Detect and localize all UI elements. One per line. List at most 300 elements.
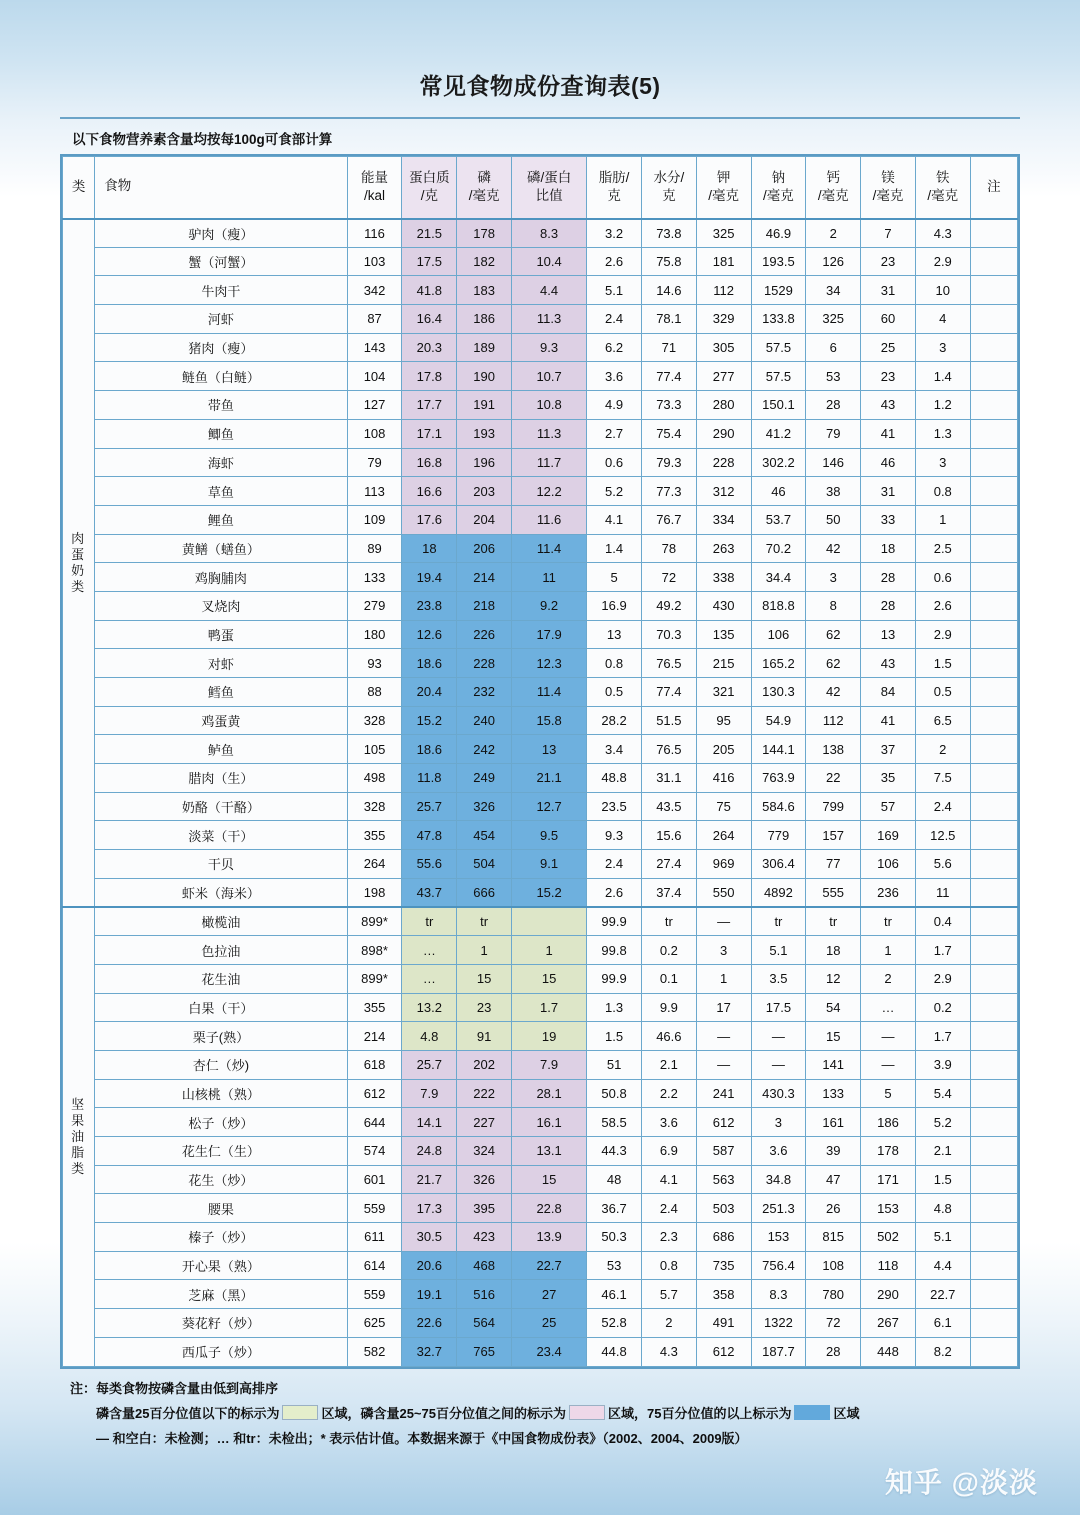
- table-row: [63, 1137, 1018, 1166]
- cell-na: 3.5: [751, 964, 806, 993]
- legend-high-text: 区域，75百分位值的以上标示为: [607, 1405, 792, 1421]
- cell-mg: 43: [861, 649, 916, 678]
- food-name: 芝麻（黑）: [95, 1280, 347, 1309]
- cell-ca: 28: [806, 1337, 861, 1366]
- cell-protein: 41.8: [402, 276, 457, 305]
- cell-na: 130.3: [751, 678, 806, 707]
- cell-k: 312: [696, 477, 751, 506]
- cell-fe: 1: [915, 505, 970, 534]
- food-name: 鸭蛋: [95, 620, 347, 649]
- cell-energy: 644: [347, 1108, 402, 1137]
- cell-water: 72: [641, 563, 696, 592]
- col-header-phos: 磷 /毫克: [457, 157, 512, 219]
- cell-ca: 815: [806, 1223, 861, 1252]
- cell-water: 73.3: [641, 391, 696, 420]
- cell-fe: 2.6: [915, 591, 970, 620]
- cell-note: [970, 505, 1017, 534]
- legend-low-text: 磷含量25百分位值以下的标示为: [96, 1405, 280, 1421]
- cell-fat: 50.8: [587, 1079, 642, 1108]
- cell-k: 491: [696, 1309, 751, 1338]
- cell-note: [970, 878, 1017, 907]
- food-name: 西瓜子（炒）: [95, 1337, 347, 1366]
- cell-fe: 5.1: [915, 1223, 970, 1252]
- col-header-water: 水分/ 克: [641, 157, 696, 219]
- cell-mg: 171: [861, 1165, 916, 1194]
- food-name: 开心果（熟）: [95, 1251, 347, 1280]
- subtitle-note: 以下食物营养素含量均按每100g可食部计算: [72, 132, 333, 147]
- cell-phos: 326: [457, 1165, 512, 1194]
- table-body: [63, 219, 1018, 1367]
- cell-fat: 2.4: [587, 850, 642, 879]
- title-divider: [60, 117, 1020, 119]
- cell-fat: 1.5: [587, 1022, 642, 1051]
- cell-water: 4.3: [641, 1337, 696, 1366]
- cell-mg: 169: [861, 821, 916, 850]
- cell-ca: 2: [806, 219, 861, 248]
- cell-pp: 9.2: [512, 591, 587, 620]
- food-name: 葵花籽（炒）: [95, 1309, 347, 1338]
- cell-protein: 17.1: [402, 419, 457, 448]
- food-name: 奶酪（干酪）: [95, 792, 347, 821]
- col-header-k: 钾 /毫克: [696, 157, 751, 219]
- cell-mg: —: [861, 1022, 916, 1051]
- cell-fe: 8.2: [915, 1337, 970, 1366]
- cell-fat: 2.6: [587, 247, 642, 276]
- cell-mg: 186: [861, 1108, 916, 1137]
- table-row: [63, 247, 1018, 276]
- cell-protein: 4.8: [402, 1022, 457, 1051]
- cell-protein: …: [402, 964, 457, 993]
- cell-phos: 564: [457, 1309, 512, 1338]
- cell-na: 165.2: [751, 649, 806, 678]
- cell-ca: 141: [806, 1050, 861, 1079]
- cell-water: 0.8: [641, 1251, 696, 1280]
- cell-note: [970, 563, 1017, 592]
- cell-phos: 182: [457, 247, 512, 276]
- cell-k: 735: [696, 1251, 751, 1280]
- cell-note: [970, 219, 1017, 248]
- cell-fat: 48: [587, 1165, 642, 1194]
- cell-energy: 559: [347, 1280, 402, 1309]
- cell-ca: 112: [806, 706, 861, 735]
- cell-mg: 57: [861, 792, 916, 821]
- cell-phos: 249: [457, 764, 512, 793]
- cell-na: 430.3: [751, 1079, 806, 1108]
- cell-water: 76.7: [641, 505, 696, 534]
- cell-phos: 240: [457, 706, 512, 735]
- food-name: 带鱼: [95, 391, 347, 420]
- legend-low-swatch: [282, 1405, 318, 1420]
- food-name: 对虾: [95, 649, 347, 678]
- cell-phos: 324: [457, 1137, 512, 1166]
- cell-water: 37.4: [641, 878, 696, 907]
- cell-protein: 15.2: [402, 706, 457, 735]
- cell-pp: 1: [512, 936, 587, 965]
- cell-fe: 2.5: [915, 534, 970, 563]
- food-name: 白果（干）: [95, 993, 347, 1022]
- cell-fe: 0.4: [915, 907, 970, 936]
- cell-pp: 15: [512, 1165, 587, 1194]
- cell-fat: 13: [587, 620, 642, 649]
- cell-water: 9.9: [641, 993, 696, 1022]
- cell-water: 6.9: [641, 1137, 696, 1166]
- cell-ca: 62: [806, 620, 861, 649]
- cell-phos: 202: [457, 1050, 512, 1079]
- cell-note: [970, 706, 1017, 735]
- cell-fat: 3.6: [587, 362, 642, 391]
- cell-pp: 13: [512, 735, 587, 764]
- cell-note: [970, 735, 1017, 764]
- cell-phos: tr: [457, 907, 512, 936]
- cell-fe: 0.2: [915, 993, 970, 1022]
- cell-energy: 93: [347, 649, 402, 678]
- food-name: 腰果: [95, 1194, 347, 1223]
- food-name: 杏仁（炒): [95, 1050, 347, 1079]
- cell-energy: 559: [347, 1194, 402, 1223]
- cell-k: 263: [696, 534, 751, 563]
- cell-phos: 191: [457, 391, 512, 420]
- cell-note: [970, 1223, 1017, 1252]
- cell-pp: 4.4: [512, 276, 587, 305]
- cell-note: [970, 305, 1017, 334]
- cell-protein: 20.6: [402, 1251, 457, 1280]
- cell-phos: 91: [457, 1022, 512, 1051]
- cell-note: [970, 1108, 1017, 1137]
- legend-region-text: 区域: [833, 1405, 860, 1421]
- cell-mg: 267: [861, 1309, 916, 1338]
- cell-fat: 53: [587, 1251, 642, 1280]
- cell-energy: 612: [347, 1079, 402, 1108]
- cell-energy: 611: [347, 1223, 402, 1252]
- table-row: [63, 591, 1018, 620]
- cell-phos: 395: [457, 1194, 512, 1223]
- cell-mg: tr: [861, 907, 916, 936]
- food-name: 鳕鱼: [95, 678, 347, 707]
- cell-fat: 44.8: [587, 1337, 642, 1366]
- cell-ca: 39: [806, 1137, 861, 1166]
- cell-fat: 5.1: [587, 276, 642, 305]
- cell-na: tr: [751, 907, 806, 936]
- cell-note: [970, 1194, 1017, 1223]
- cell-na: 53.7: [751, 505, 806, 534]
- cell-water: 31.1: [641, 764, 696, 793]
- cell-mg: 60: [861, 305, 916, 334]
- cell-energy: 88: [347, 678, 402, 707]
- cell-k: 321: [696, 678, 751, 707]
- cell-water: 0.1: [641, 964, 696, 993]
- cell-na: 34.8: [751, 1165, 806, 1194]
- cell-ca: tr: [806, 907, 861, 936]
- cell-fat: 99.8: [587, 936, 642, 965]
- cell-protein: tr: [402, 907, 457, 936]
- cell-k: 969: [696, 850, 751, 879]
- category-label: 肉 蛋 奶 类: [63, 219, 95, 908]
- cell-pp: 16.1: [512, 1108, 587, 1137]
- cell-k: 612: [696, 1337, 751, 1366]
- cell-fe: 0.6: [915, 563, 970, 592]
- cell-energy: 108: [347, 419, 402, 448]
- cell-protein: 13.2: [402, 993, 457, 1022]
- food-name: 橄榄油: [95, 907, 347, 936]
- footnotes: [60, 1376, 1020, 1452]
- cell-mg: 448: [861, 1337, 916, 1366]
- cell-mg: 236: [861, 878, 916, 907]
- cell-pp: 8.3: [512, 219, 587, 248]
- cell-protein: 16.6: [402, 477, 457, 506]
- cell-k: 75: [696, 792, 751, 821]
- table-row: [63, 1022, 1018, 1051]
- cell-k: 17: [696, 993, 751, 1022]
- cell-pp: 10.8: [512, 391, 587, 420]
- col-header-energy: 能量 /kal: [347, 157, 402, 219]
- food-name: 山核桃（熟）: [95, 1079, 347, 1108]
- cell-mg: 35: [861, 764, 916, 793]
- cell-na: 150.1: [751, 391, 806, 420]
- cell-water: 79.3: [641, 448, 696, 477]
- cell-k: 112: [696, 276, 751, 305]
- food-name: 叉烧肉: [95, 591, 347, 620]
- cell-note: [970, 1309, 1017, 1338]
- cell-protein: 25.7: [402, 792, 457, 821]
- cell-ca: 8: [806, 591, 861, 620]
- cell-fe: 7.5: [915, 764, 970, 793]
- cell-na: 46: [751, 477, 806, 506]
- category-label: 坚 果 油 脂 类: [63, 907, 95, 1366]
- cell-water: 73.8: [641, 219, 696, 248]
- page-title: 常见食物成份查询表(5): [419, 73, 661, 99]
- cell-pp: 11.6: [512, 505, 587, 534]
- table-row: [63, 534, 1018, 563]
- cell-fat: 51: [587, 1050, 642, 1079]
- cell-fat: 28.2: [587, 706, 642, 735]
- cell-ca: 15: [806, 1022, 861, 1051]
- cell-mg: 23: [861, 362, 916, 391]
- table-row: [63, 1309, 1018, 1338]
- cell-na: 302.2: [751, 448, 806, 477]
- cell-phos: 190: [457, 362, 512, 391]
- cell-water: 14.6: [641, 276, 696, 305]
- cell-fat: 52.8: [587, 1309, 642, 1338]
- cell-fe: 22.7: [915, 1280, 970, 1309]
- cell-fe: 2.9: [915, 620, 970, 649]
- cell-protein: 16.8: [402, 448, 457, 477]
- cell-fat: 1.4: [587, 534, 642, 563]
- cell-pp: 10.4: [512, 247, 587, 276]
- table-row: [63, 276, 1018, 305]
- food-name: 花生仁（生）: [95, 1137, 347, 1166]
- cell-ca: 77: [806, 850, 861, 879]
- cell-ca: 6: [806, 333, 861, 362]
- cell-note: [970, 1251, 1017, 1280]
- cell-fat: 2.4: [587, 305, 642, 334]
- cell-pp: 11: [512, 563, 587, 592]
- legend-mid-swatch: [569, 1405, 605, 1420]
- cell-pp: [512, 907, 587, 936]
- cell-na: 34.4: [751, 563, 806, 592]
- cell-pp: 15.8: [512, 706, 587, 735]
- food-name: 草鱼: [95, 477, 347, 506]
- nutrition-table: [62, 156, 1018, 1367]
- cell-na: 306.4: [751, 850, 806, 879]
- cell-note: [970, 936, 1017, 965]
- cell-water: 5.7: [641, 1280, 696, 1309]
- cell-note: [970, 907, 1017, 936]
- cell-water: 78.1: [641, 305, 696, 334]
- cell-k: 228: [696, 448, 751, 477]
- table-row: [63, 477, 1018, 506]
- cell-fe: 1.2: [915, 391, 970, 420]
- cell-protein: 47.8: [402, 821, 457, 850]
- cell-ca: 161: [806, 1108, 861, 1137]
- cell-fe: 0.8: [915, 477, 970, 506]
- cell-k: 416: [696, 764, 751, 793]
- cell-mg: …: [861, 993, 916, 1022]
- cell-mg: 25: [861, 333, 916, 362]
- cell-k: 587: [696, 1137, 751, 1166]
- cell-k: 329: [696, 305, 751, 334]
- cell-na: —: [751, 1050, 806, 1079]
- cell-fat: 0.6: [587, 448, 642, 477]
- food-name: 鲤鱼: [95, 505, 347, 534]
- cell-k: —: [696, 1022, 751, 1051]
- table-header: [63, 157, 1018, 219]
- cell-energy: 279: [347, 591, 402, 620]
- cell-na: 41.2: [751, 419, 806, 448]
- cell-ca: 325: [806, 305, 861, 334]
- cell-water: 2.4: [641, 1194, 696, 1223]
- cell-protein: 17.6: [402, 505, 457, 534]
- cell-protein: 17.5: [402, 247, 457, 276]
- cell-k: 612: [696, 1108, 751, 1137]
- cell-fe: 4.4: [915, 1251, 970, 1280]
- cell-note: [970, 1137, 1017, 1166]
- cell-mg: 2: [861, 964, 916, 993]
- col-header-fe: 铁 /毫克: [915, 157, 970, 219]
- cell-energy: 264: [347, 850, 402, 879]
- cell-k: 563: [696, 1165, 751, 1194]
- cell-pp: 11.7: [512, 448, 587, 477]
- cell-fe: 5.6: [915, 850, 970, 879]
- cell-mg: 41: [861, 706, 916, 735]
- cell-note: [970, 534, 1017, 563]
- cell-energy: 89: [347, 534, 402, 563]
- cell-fat: 0.5: [587, 678, 642, 707]
- cell-fat: 99.9: [587, 907, 642, 936]
- cell-mg: 28: [861, 591, 916, 620]
- table-row: [63, 505, 1018, 534]
- cell-ca: 42: [806, 534, 861, 563]
- cell-note: [970, 1050, 1017, 1079]
- cell-pp: 21.1: [512, 764, 587, 793]
- table-row: [63, 993, 1018, 1022]
- cell-water: 77.3: [641, 477, 696, 506]
- cell-protein: 18.6: [402, 649, 457, 678]
- cell-protein: 25.7: [402, 1050, 457, 1079]
- table-row: [63, 305, 1018, 334]
- cell-ca: 50: [806, 505, 861, 534]
- cell-ca: 138: [806, 735, 861, 764]
- cell-pp: 12.7: [512, 792, 587, 821]
- cell-water: 70.3: [641, 620, 696, 649]
- cell-mg: 106: [861, 850, 916, 879]
- table-row: [63, 333, 1018, 362]
- food-name: 干贝: [95, 850, 347, 879]
- cell-protein: 20.4: [402, 678, 457, 707]
- food-name: 蟹（河蟹）: [95, 247, 347, 276]
- cell-k: 205: [696, 735, 751, 764]
- cell-protein: 43.7: [402, 878, 457, 907]
- cell-k: 358: [696, 1280, 751, 1309]
- cell-phos: 765: [457, 1337, 512, 1366]
- cell-phos: 186: [457, 305, 512, 334]
- cell-mg: 33: [861, 505, 916, 534]
- cell-water: 78: [641, 534, 696, 563]
- cell-energy: 342: [347, 276, 402, 305]
- cell-pp: 12.3: [512, 649, 587, 678]
- cell-fe: 1.7: [915, 1022, 970, 1051]
- cell-phos: 15: [457, 964, 512, 993]
- cell-ca: 12: [806, 964, 861, 993]
- cell-pp: 11.4: [512, 534, 587, 563]
- table-row: [63, 448, 1018, 477]
- cell-pp: 27: [512, 1280, 587, 1309]
- cell-pp: 12.2: [512, 477, 587, 506]
- cell-fat: 23.5: [587, 792, 642, 821]
- cell-ca: 34: [806, 276, 861, 305]
- food-name: 鸡蛋黄: [95, 706, 347, 735]
- cell-phos: 1: [457, 936, 512, 965]
- cell-protein: …: [402, 936, 457, 965]
- cell-fat: 50.3: [587, 1223, 642, 1252]
- cell-na: 779: [751, 821, 806, 850]
- cell-pp: 22.8: [512, 1194, 587, 1223]
- cell-pp: 10.7: [512, 362, 587, 391]
- cell-energy: 143: [347, 333, 402, 362]
- cell-energy: 113: [347, 477, 402, 506]
- cell-water: 75.8: [641, 247, 696, 276]
- cell-fat: 3.2: [587, 219, 642, 248]
- cell-fat: 36.7: [587, 1194, 642, 1223]
- cell-energy: 214: [347, 1022, 402, 1051]
- cell-phos: 183: [457, 276, 512, 305]
- cell-fe: 1.7: [915, 936, 970, 965]
- cell-fe: 5.2: [915, 1108, 970, 1137]
- cell-ca: 47: [806, 1165, 861, 1194]
- cell-note: [970, 764, 1017, 793]
- food-name: 腊肉（生）: [95, 764, 347, 793]
- cell-water: 3.6: [641, 1108, 696, 1137]
- cell-energy: 109: [347, 505, 402, 534]
- cell-na: 763.9: [751, 764, 806, 793]
- cell-water: 77.4: [641, 362, 696, 391]
- cell-note: [970, 1165, 1017, 1194]
- cell-energy: 133: [347, 563, 402, 592]
- cell-mg: 31: [861, 276, 916, 305]
- footnote-source: — 和空白：未检测；… 和tr：未检出；* 表示估计值。本数据来源于《中国食物成份表》（2002、2004、2009版）: [96, 1431, 748, 1447]
- cell-mg: 153: [861, 1194, 916, 1223]
- table-row: [63, 1050, 1018, 1079]
- table-row: [63, 1280, 1018, 1309]
- cell-protein: 19.1: [402, 1280, 457, 1309]
- food-name: 鲈鱼: [95, 735, 347, 764]
- cell-protein: 21.7: [402, 1165, 457, 1194]
- cell-phos: 242: [457, 735, 512, 764]
- cell-energy: 582: [347, 1337, 402, 1366]
- cell-phos: 222: [457, 1079, 512, 1108]
- table-row: [63, 706, 1018, 735]
- table-row: [63, 792, 1018, 821]
- table-row: [63, 1108, 1018, 1137]
